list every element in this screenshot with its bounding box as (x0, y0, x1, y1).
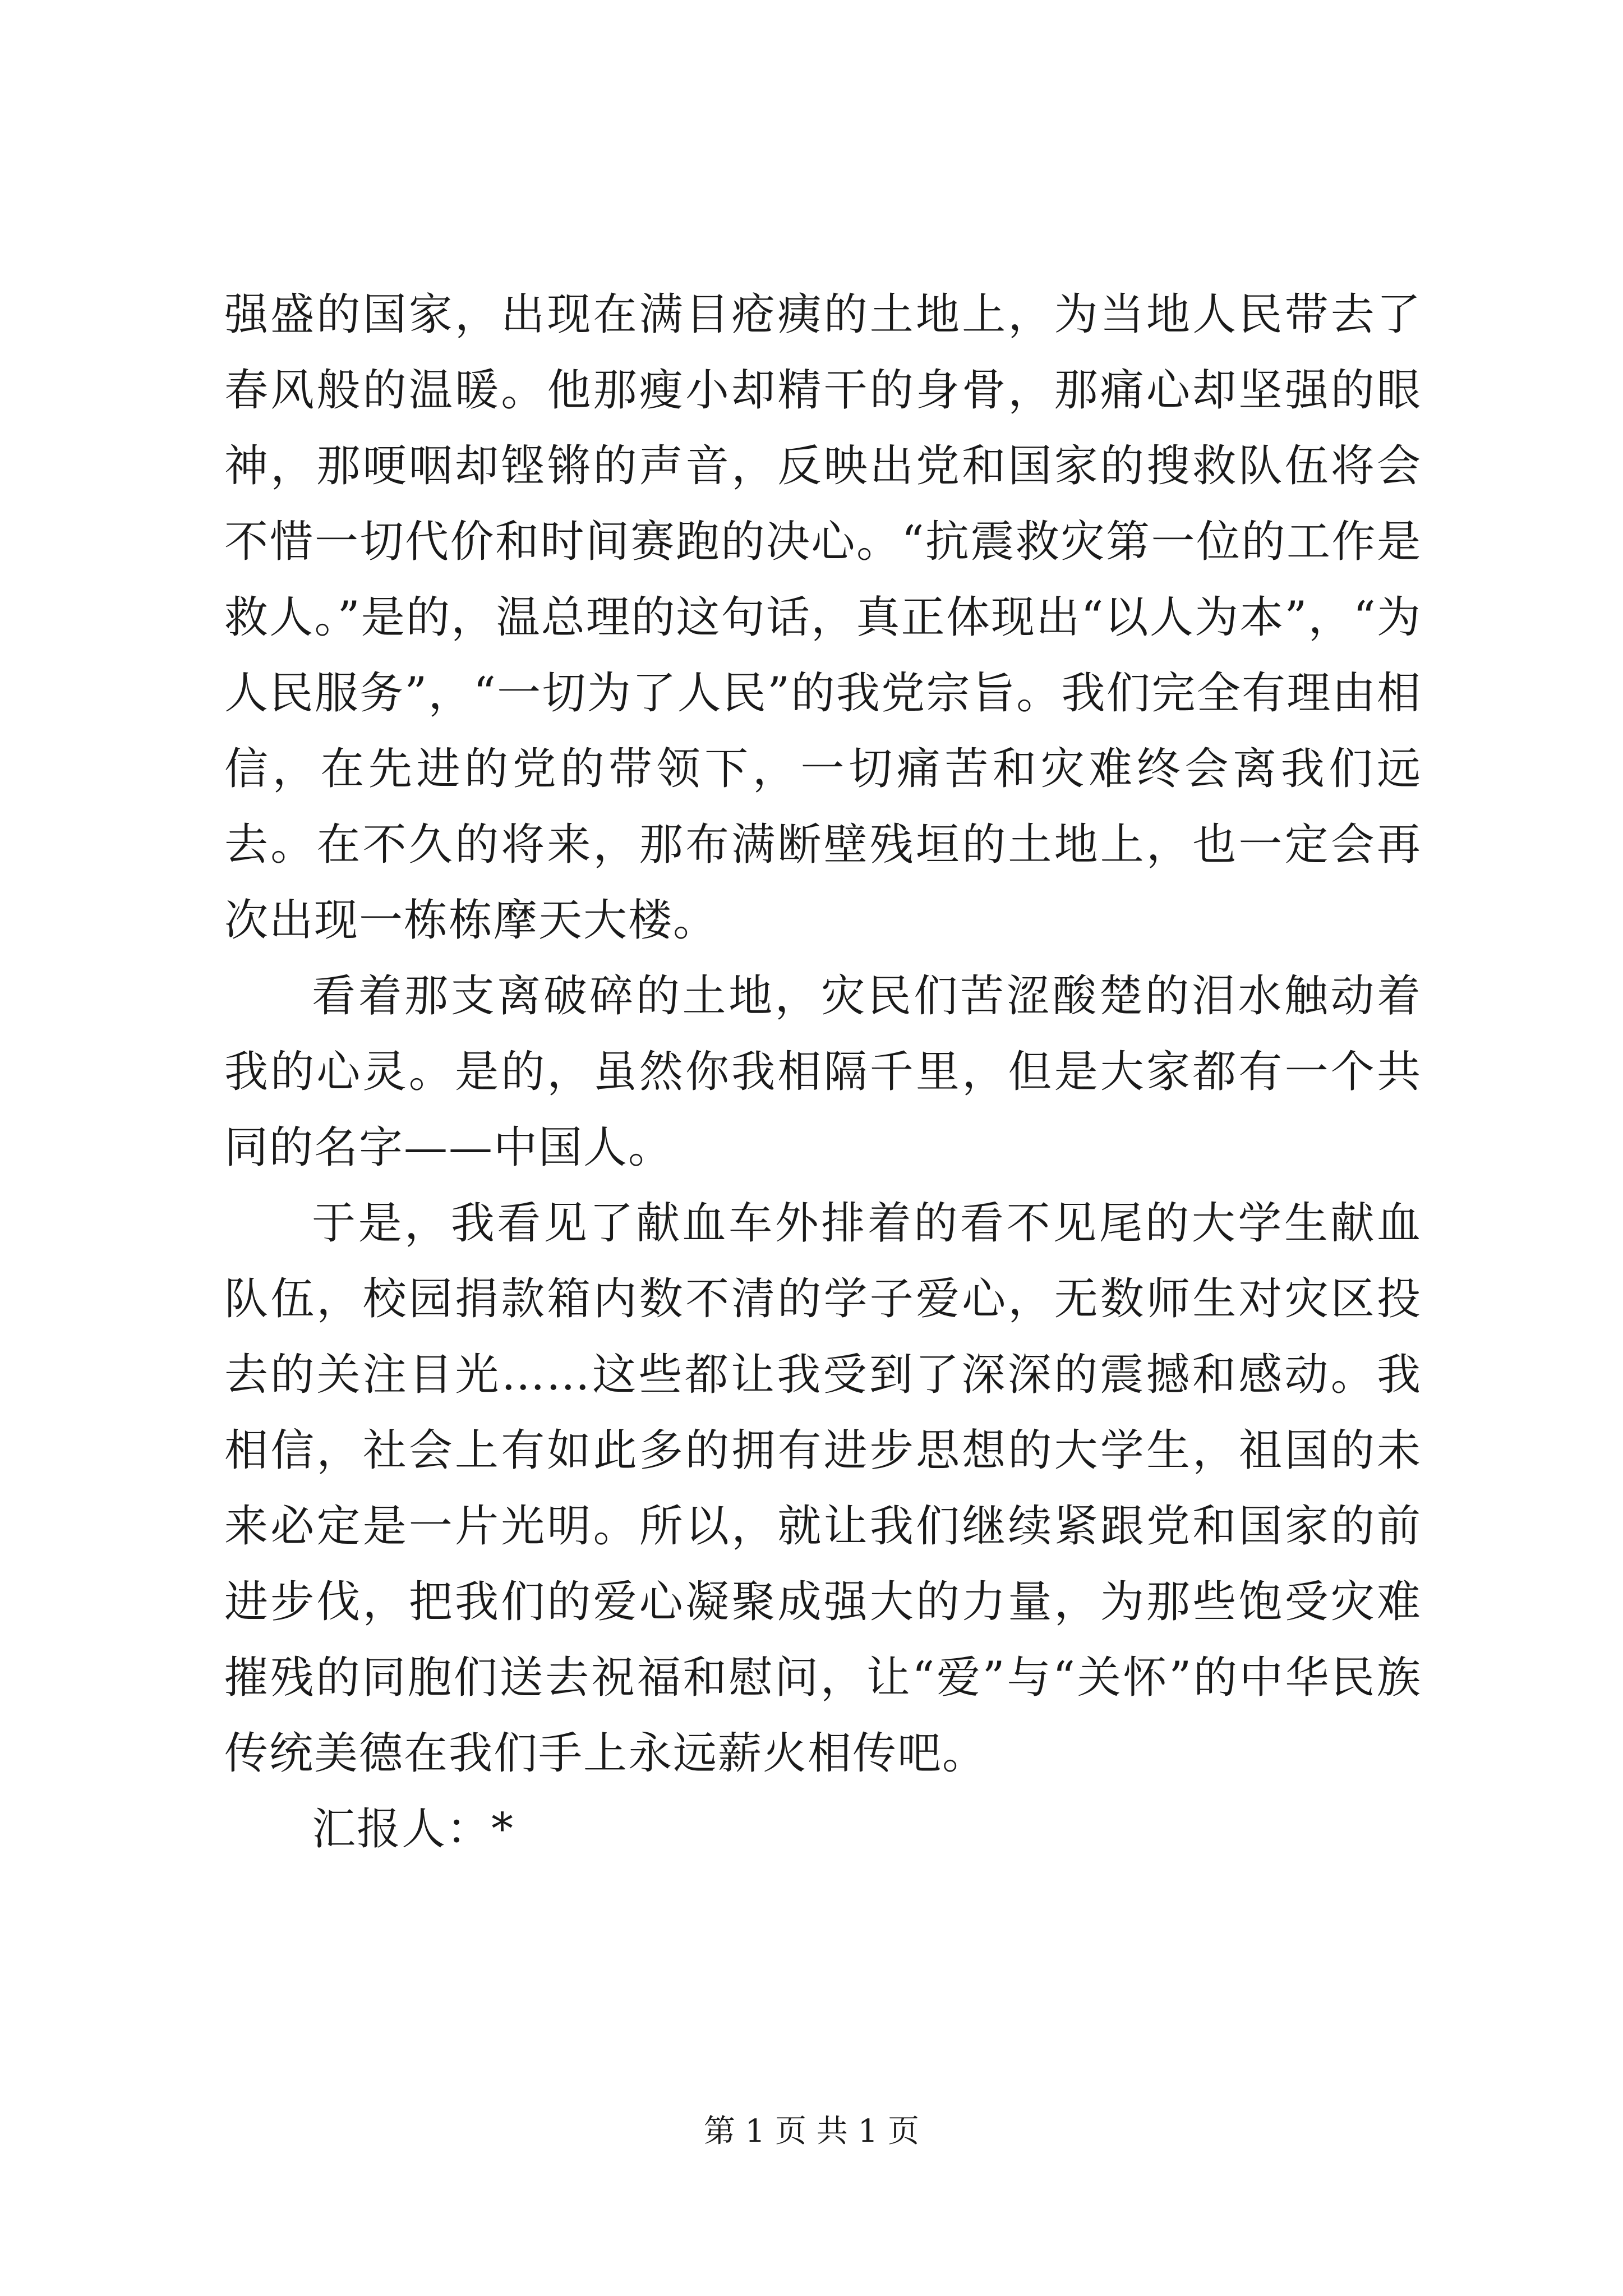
signature-line: 汇报人：* (312, 1804, 515, 1855)
paragraph-continued: 强盛的国家，出现在满目疮痍的土地上，为当地人民带去了春风般的温暖。他那瘦小却精干的身骨，那痛心却坚强的眼神，那哽咽却铿锵的声音，反映出党和国家的搜救队伍将会不惜一切代价和时间赛跑的决心。“抗震救灾第一位的工作是救人。”是的，温总理的这句话，真正体现出“以人为本”，“为人民服务”，“一切为了人民”的我党宗旨。我们完全有理由相信，在先进的党的带领下，一切痛苦和灾难终会离我们远去。在不久的将来，那布满断壁残垣的土地上，也一定会再次出现一栋栋摩天大楼。 (224, 289, 1422, 946)
document-body (224, 277, 1422, 1867)
paragraph: 看着那支离破碎的土地，灾民们苦涩酸楚的泪水触动着我的心灵。是的，虽然你我相隔千里，但是大家都有一个共同的名字——中国人。 (224, 971, 1422, 1173)
paragraph: 于是，我看见了献血车外排着的看不见尾的大学生献血队伍，校园捐款箱内数不清的学子爱心，无数师生对灾区投去的关注目光……这些都让我受到了深深的震撼和感动。我相信，社会上有如此多的拥有进步思想的大学生，祖国的未来必定是一片光明。所以，就让我们继续紧跟党和国家的前进步伐，把我们的爱心凝聚成强大的力量，为那些饱受灾难摧残的同胞们送去祝福和慰问，让“爱”与“关怀”的中华民族传统美德在我们手上永远薪火相传吧。 (224, 1198, 1422, 1779)
page-footer: 第 1 页 共 1 页 (703, 2113, 920, 2150)
